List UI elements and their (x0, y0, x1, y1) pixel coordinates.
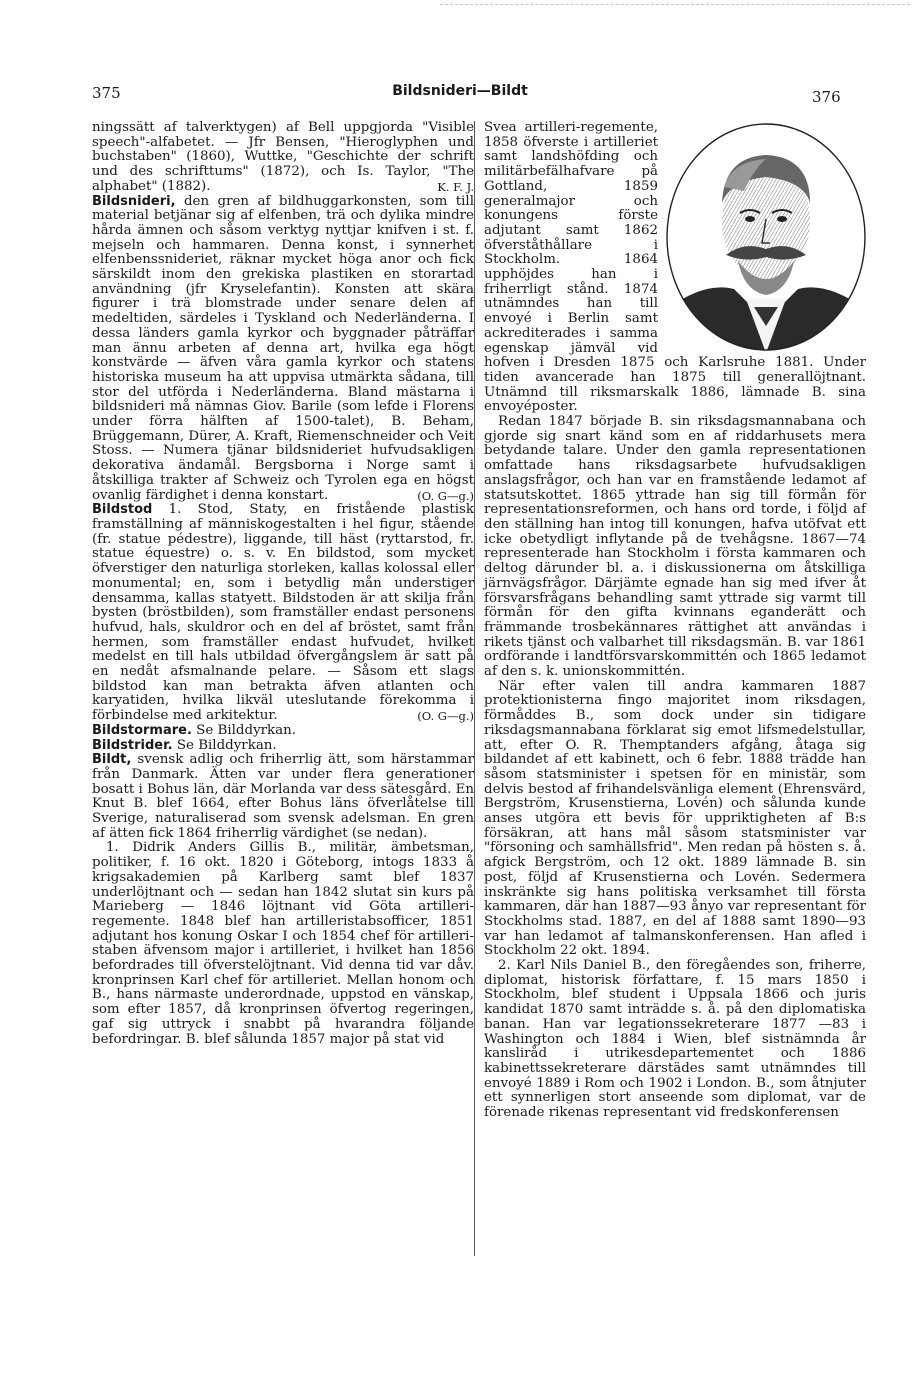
headword: Bildt, (92, 752, 132, 768)
paragraph-text: svensk adlig och friherrlig ätt, som härstammar från Danmark. Ätten var under flera generationer bosatt i Bohus län, där Morlanda var dess sätesgård. En Knut B. blef 1664, efter Bohus läns öfverlåtelse till Sverige, naturaliserad som svensk adelsman. En gren af ätten fick 1864 friherrlig värdighet (se nedan). (92, 752, 474, 841)
portrait-engraving-icon (664, 121, 868, 353)
article-paragraph (484, 121, 866, 415)
paragraph-text: 1. Didrik Anders Gillis B., militär, ämbetsman, politiker, f. 16 okt. 1820 i Göteborg, intogs 1833 å krigsakademien på Karlberg samt blef 1837 underlöjtnant och — sedan han 1842 slutat sin kurs på Marieberg — 1846 löjtnant vid Göta artilleri-regemente. 1848 blef han artilleristabsofficer, 1851 adjutant hos konung Oskar I och 1854 chef för artilleri-staben äfvensom major i artilleriet, i hvilket han 1856 befordrades till öfverstelöjtnant. Vid denna tid var dåv. kronprinsen Karl chef för artilleriet. Mellan honom och B., hans närmaste underordnade, uppstod en vänskap, som efter 1857, då kronprinsen öfvertog regeringen, gaf sig uttryck i snabbt på hvarandra följande befordringar. B. blef sålunda 1857 major på stat vid (92, 840, 474, 1047)
article-paragraph (92, 503, 474, 724)
headword: Bildstormare. (92, 722, 192, 738)
article-paragraph (92, 121, 474, 195)
author-signature: (O. G—g.) (417, 488, 474, 503)
headword: Bildsnideri, (92, 193, 176, 209)
paragraph-text: 2. Karl Nils Daniel B., den föregåendes son, friherre, diplomat, historisk författare, f. 15 mars 1850 i Stockholm, blef student i Uppsala 1866 och juris kandidat 1870 samt inträdde s. å. på den diplomatiska banan. Han var legationssekreterare 1877 —83 i Washington och 1884 i Wien, blef sistnämnda år kansliråd i utrikesdepartementet och 1886 kabinettssekreterare därstädes samt utnämndes till envoyé 1889 i Rom och 1902 i London. B., som åtnjuter ett synnerligen stort anseende som diplomat, var de förenade rikenas representant vid fredskonferensen (484, 958, 866, 1121)
article-paragraph (484, 415, 866, 680)
author-signature: K. F. J. (437, 179, 474, 194)
headword: Bildstrider. (92, 737, 173, 753)
article-paragraph (484, 959, 866, 1121)
author-signature: (O. G—g.) (417, 709, 474, 724)
column-divider (474, 121, 475, 1256)
article-paragraph (92, 739, 474, 754)
page-number-right: 376 (812, 88, 841, 106)
paragraph-text: När efter valen till andra kammaren 1887 protektionisterna fingo majoritet inom riksdagen, förmåddes B., som dock under sin tidigare riksdagsmannabana förklarat sig emot lifsmedelstullar, att, efter O. R. Themptanders afgång, åtaga sig bildandet af ett kabinett, och 6 febr. 1888 trädde han såsom statsminister i spetsen för en ministär, som delvis bestod af frihandelsvänliga element (Ehrensvärd, Bergström, Krusenstierna, Lovén) och sålunda kunde anses utgöra ett bevis för uppriktigheten af B:s försäkran, att hans mål såsom statsminister var "försoning och samhällsfrid". Men redan på hösten s. å. afgick Bergström, och 12 okt. 1889 lämnade B. sin post, följd af Krusenstierna och Lovén. Sedermera inskränkte sig hans politiska verksamhet till första kammaren, där han 1887—93 ånyo var representant för Stockholms stad. 1887, en del af 1888 samt 1890—93 var han ledamot af talmanskonferensen. Han afled i Stockholm 22 okt. 1894. (484, 678, 866, 959)
article-paragraph (92, 195, 474, 504)
paragraph-text: Se Bilddyrkan. (172, 737, 277, 753)
scan-top-edge (440, 4, 910, 6)
headword: Bildstod (92, 502, 153, 518)
paragraph-text: den gren af bildhuggarkonsten, som till material betjänar sig af elfenben, trä och dylika mindre hårda ämnen och såsom verktyg nyttjar knifven i st. f. mejseln och hammaren. Denna konst, i synnerhet elfenbenssnideriet, räknar mycket höga anor och fick särskildt inom den grekiska plastiken en storartad användning (jfr Kryselefantin). Konsten att skära figurer i trä blomstrade under senare delen af medeltiden, särdeles i Tyskland och Nederländerna. I dessa länders gamla kyrkor och byggnader påträffar man ännu arbeten af denna art, hvilka ega högt konstvärde — äfven våra gamla kyrkor och statens historiska museum ha att uppvisa utmärkta sådana, till stor del utförda i Nederländerna. Bland mästarna i bildsnideri må nämnas Giov. Barile (som lefde i Florens under förra hälften af 1500-talet), B. Beham, Brüggemann, Dürer, A. Kraft, Riemenschneider och Veit Stoss. — Numera tjänar bildsnideriet hufvudsakligen dekorativa ändamål. Bergsborna i Norge samt i åtskilliga trakter af Schweiz och Tyrolen ega en högst ovanlig färdighet i denna konstart. (92, 193, 474, 503)
paragraph-text: 1. Stod, Staty, en fristående plastisk framställning af människogestalten i hel figur, stående (fr. statue pédestre), liggande, till häst (ryttarstod, fr. statue équestre) o. s. v. En bildstod, som mycket öfverstiger den naturliga storleken, kallas kolossal eller monumental; en, som i betydlig mån understiger densamma, kallas statyett. Bildstoden är att skilja från bysten (bröstbilden), som framställer endast personens hufvud, hals, skuldror och en del af bröstet, samt från hermen, som framställer endast hufvudet, hvilket medelst en till hals utbildad öfvergångslem är satt på en nedåt afsmalnande pelare. — Såsom ett slags bildstod kan man betrakta äfven atlanten och karyatiden, hvilka likväl uteslutande förekomma i förbindelse med arkitektur. (92, 502, 474, 724)
running-title: Bildsnideri—Bildt (392, 83, 528, 99)
article-paragraph (92, 841, 474, 1047)
paragraph-text: Se Bilddyrkan. (191, 722, 297, 738)
paragraph-text: Redan 1847 började B. sin riksdagsmannabana och gjorde sig snart känd som en af riddarhusets mera betydande talare. Under den gamla representationen omfattade hans riksdagsarbete hufvudsakligen anslagsfrågor, och han var en framstående ledamot af statsutskottet. 1865 yttrade han sig till förmån för representationsreformen, och hans ord torde, i följd af den ställning han intog till konungen, hafva utöfvat ett icke obetydligt inflytande på de tvehågsne. 1867—74 representerade han Stockholm i första kammaren och deltog därunder bl. a. i diskussionerna om åtskilliga järnvägsfrågor. Därjämte egnade han sig med ifver åt försvarsfrågans behandling samt yttrade sig varmt till förmån för den gifta kvinnans eganderätt och främmande trosbekännares rättighet att användas i rikets tjänst och valbarhet till riksdagsmän. B. var 1861 ordförande i landtförsvarskommittén och 1865 ledamot af den s. k. unionskommittén. (484, 414, 866, 680)
page-number-left: 375 (92, 84, 121, 102)
article-paragraph (92, 753, 474, 841)
article-paragraph (484, 680, 866, 959)
paragraph-text: ningssätt af talverktygen) af Bell uppgjorda "Visible speech"-alfabetet. — Jfr Bensen, "Hieroglyphen und buchstaben" (1860), Wuttke, "Geschichte der schrift und des schrifttums" (1872), och Is. Taylor, "The alphabet" (1882). (92, 120, 474, 194)
right-column (484, 121, 866, 1121)
left-column (92, 121, 474, 1047)
paragraph-text: Svea artilleri-regemente, 1858 öfverste i artilleriet samt landshöfding och militärbefälhafvare på Gottland, 1859 generalmajor och konungens förste adjutant samt 1862 öfverståthållare i Stockholm. 1864 upphöjdes han i friherrligt stånd. 1874 utnämndes han till envoyé i Berlin samt ackrediterades i samma egenskap jämväl vid hofven i Dresden 1875 och Karlsruhe 1881. Under tiden avancerade han 1875 till generallöjtnant. Utnämnd till riksmarskalk 1886, lämnade B. sina envoyéposter. (484, 120, 866, 415)
article-paragraph (92, 724, 474, 739)
